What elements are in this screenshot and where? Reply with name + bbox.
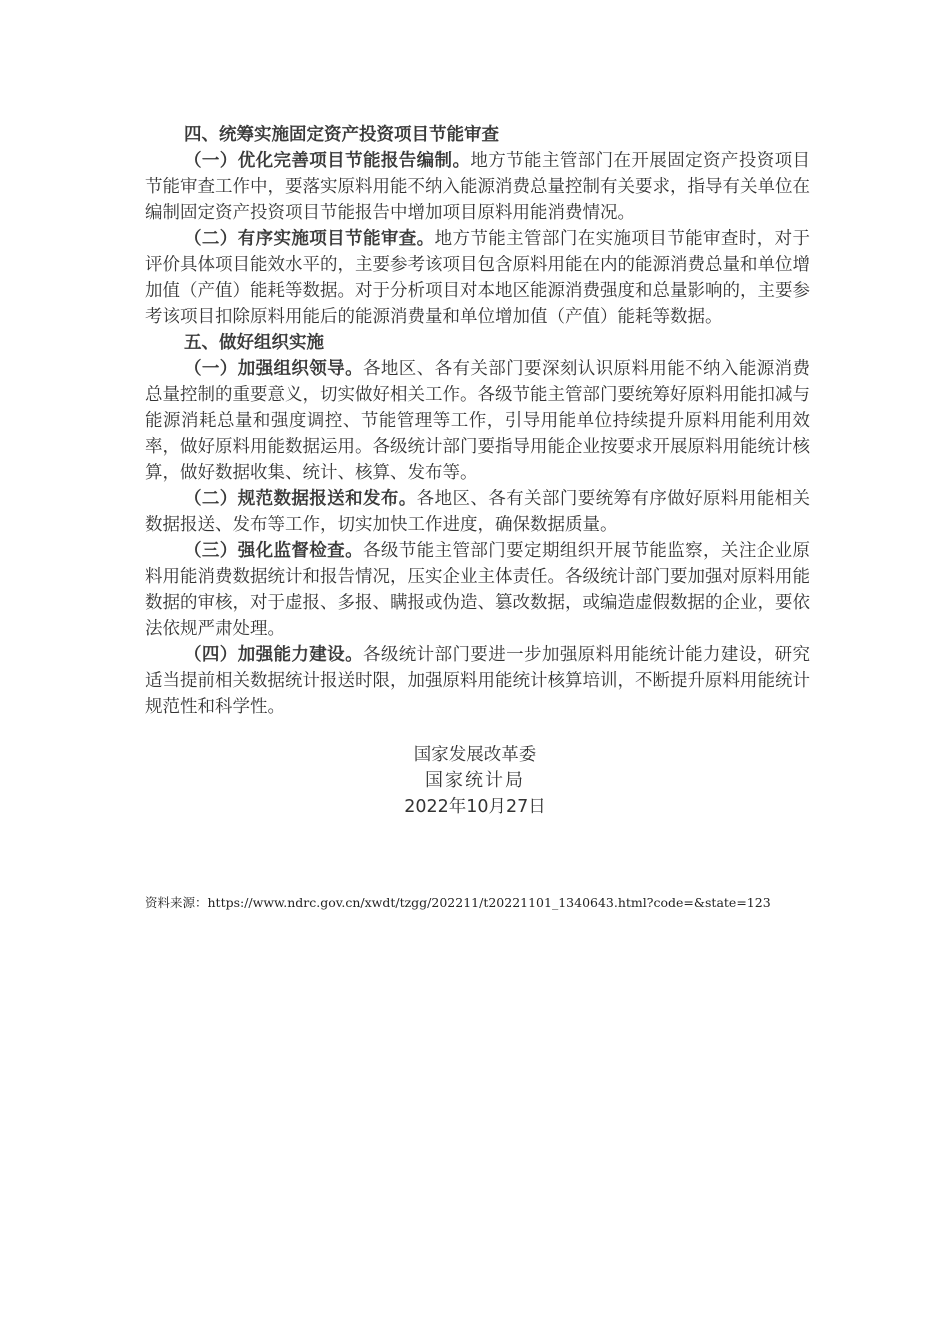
paragraph-lead: （三）强化监督检查。 <box>184 541 363 561</box>
paragraph-text: 各地区、各有关部门要统筹有序做好原料用能相关数据报送、发布等工作，切实加快工作进度，确保数据质量。 <box>145 489 811 535</box>
paragraph-lead: （二）规范数据报送和发布。 <box>184 489 417 509</box>
signature-org-ndrc: 国家发展改革委 <box>413 745 537 765</box>
paragraph-text: 地方节能主管部门在实施项目节能审查时，对于评价具体项目能效水平的，主要参考该项目包含原料用能在内的能源消费总量和单位增加值（产值）能耗等数据。对于分析项目对本地区能源消费强度和总量影响的，主要参考该项目扣除原料用能后的能源消费量和单位增加值（产值）能耗等数据。 <box>145 229 811 327</box>
paragraph-text: 地方节能主管部门在开展固定资产投资项目节能审查工作中，要落实原料用能不纳入能源消费总量控制有关要求，指导有关单位在编制固定资产投资项目节能报告中增加项目原料用能消费情况。 <box>145 151 811 223</box>
signature-date: 2022年10月27日 <box>404 797 546 817</box>
paragraph-text: 各级统计部门要进一步加强原料用能统计能力建设，研究适当提前相关数据统计报送时限，加强原料用能统计核算培训，不断提升原料用能统计规范性和科学性。 <box>145 645 811 717</box>
section-heading-5: 五、做好组织实施 <box>184 333 324 353</box>
paragraph-5-1 <box>145 356 810 486</box>
source-note: 资料来源：https://www.ndrc.gov.cn/xwdt/tzgg/202211/t20221101_1340643.html?code=&state=123 <box>145 895 771 910</box>
paragraph-text: 各级节能主管部门要定期组织开展节能监察，关注企业原料用能消费数据统计和报告情况，压实企业主体责任。各级统计部门要加强对原料用能数据的审核，对于虚报、多报、瞒报或伪造、篡改数据，或编造虚假数据的企业，要依法依规严肃处理。 <box>145 541 811 639</box>
signature-org-nbs: 国家统计局 <box>425 770 525 791</box>
paragraph-4-1 <box>145 148 810 226</box>
paragraph-5-2 <box>145 486 810 538</box>
section-heading-4: 四、统筹实施固定资产投资项目节能审查 <box>184 125 499 145</box>
document-body <box>145 122 810 720</box>
paragraph-lead: （四）加强能力建设。 <box>184 645 363 665</box>
paragraph-lead: （二）有序实施项目节能审查。 <box>184 229 435 249</box>
paragraph-5-4 <box>145 642 810 720</box>
paragraph-4-2 <box>145 226 810 330</box>
paragraph-text: 各地区、各有关部门要深刻认识原料用能不纳入能源消费总量控制的重要意义，切实做好相关工作。各级节能主管部门要统筹好原料用能扣减与能源消耗总量和强度调控、节能管理等工作，引导用能单位持续提升原料用能利用效率，做好原料用能数据运用。各级统计部门要指导用能企业按要求开展原料用能统计核算，做好数据收集、统计、核算、发布等。 <box>145 359 811 483</box>
signature-block <box>0 742 950 820</box>
paragraph-lead: （一）优化完善项目节能报告编制。 <box>184 151 471 171</box>
paragraph-lead: （一）加强组织领导。 <box>184 359 363 379</box>
paragraph-5-3 <box>145 538 810 642</box>
